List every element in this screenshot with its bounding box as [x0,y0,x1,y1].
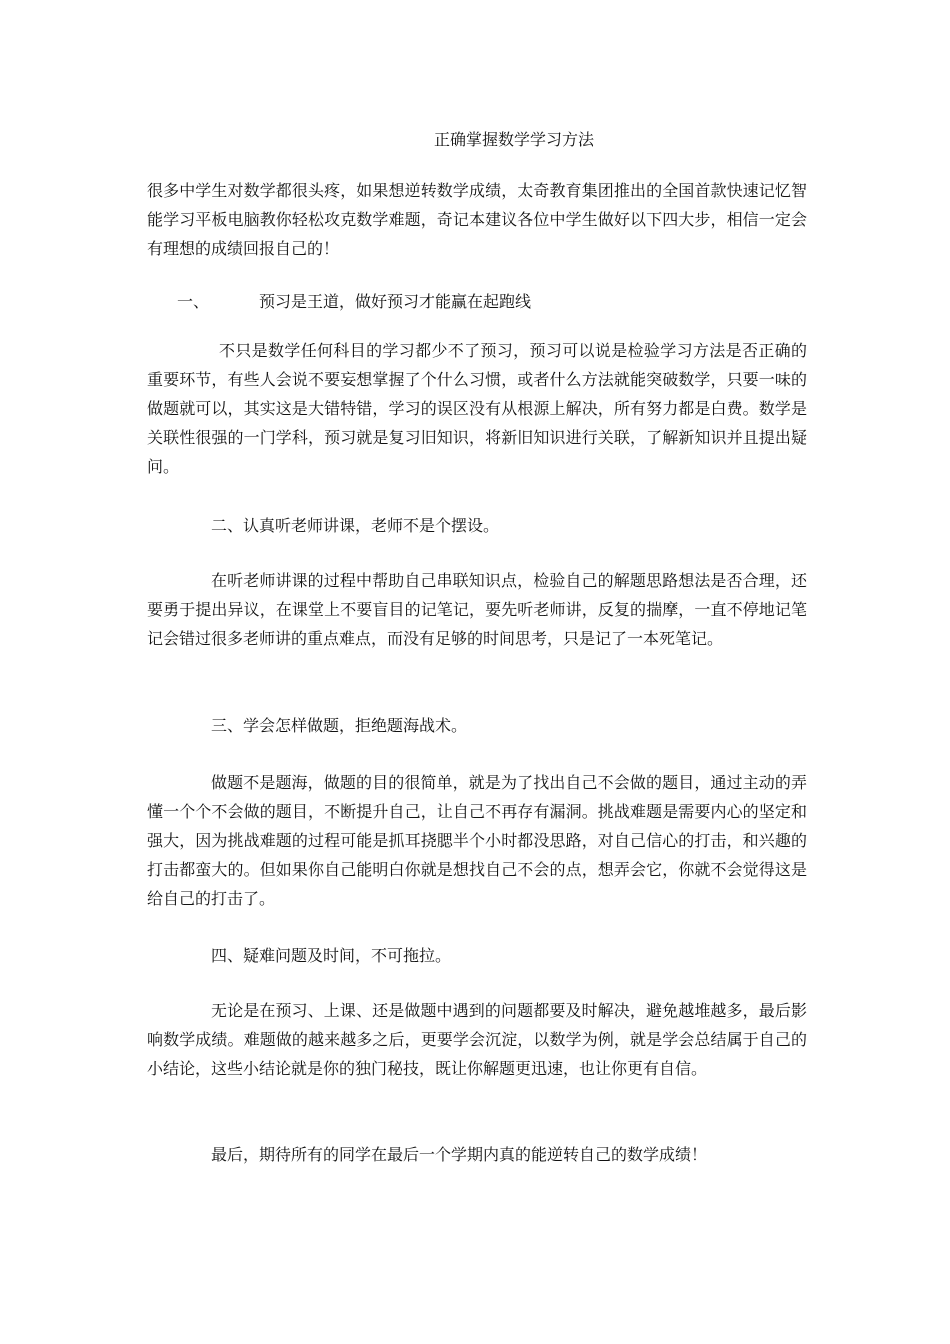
section2-heading: 二、认真听老师讲课，老师不是个摆设。 [211,516,500,535]
section1-heading-text: 预习是王道，做好预习才能赢在起跑线 [259,292,532,311]
section4-body: 无论是在预习、上课、还是做题中遇到的问题都要及时解决，避免越堆越多，最后影响数学成绩。难题做的越来越多之后，更要学会沉淀，以数学为例，就是学会总结属于自己的小结论，这些小结论就是你的独门秘技，既让你解题更迅速，也让你更有自信。 [147,1001,807,1078]
section3-body: 做题不是题海，做题的目的很简单，就是为了找出自己不会做的题目，通过主动的弄懂一个个不会做的题目，不断提升自己，让自己不再存有漏洞。挑战难题是需要内心的坚定和强大，因为挑战难题的过程可能是抓耳挠腮半个小时都没思路，对自己信心的打击，和兴趣的打击都蛮大的。但如果你自己能明白你就是想找自己不会的点，想弄会它，你就不会觉得这是给自己的打击了。 [147,773,807,908]
section1-number: 一、 [177,292,210,311]
closing-paragraph: 最后，期待所有的同学在最后一个学期内真的能逆转自己的数学成绩！ [211,1145,708,1164]
document-title: 正确掌握数学学习方法 [433,130,594,149]
section2-body: 在听老师讲课的过程中帮助自己串联知识点，检验自己的解题思路想法是否合理，还要勇于提出异议，在课堂上不要盲目的记笔记，要先听老师讲，反复的揣摩，一直不停地记笔记会错过很多老师讲的重点难点，而没有足够的时间思考，只是记了一本死笔记。 [147,571,807,648]
intro-paragraph: 很多中学生对数学都很头疼，如果想逆转数学成绩，太奇教育集团推出的全国首款快速记忆智能学习平板电脑教你轻松攻克数学难题，奇记本建议各位中学生做好以下四大步，相信一定会有理想的成绩回报自己的！ [147,181,807,258]
section1-heading [177,290,531,314]
section4-heading: 四、疑难问题及时间，不可拖拉。 [211,946,452,965]
section1-body: 不只是数学任何科目的学习都少不了预习，预习可以说是检验学习方法是否正确的重要环节，有些人会说不要妄想掌握了个什么习惯，或者什么方法就能突破数学，只要一味的做题就可以，其实这是大错特错，学习的误区没有从根源上解决，所有努力都是白费。数学是关联性很强的一门学科，预习就是复习旧知识，将新旧知识进行关联，了解新知识并且提出疑问。 [147,341,807,476]
section3-heading: 三、学会怎样做题，拒绝题海战术。 [211,716,468,735]
